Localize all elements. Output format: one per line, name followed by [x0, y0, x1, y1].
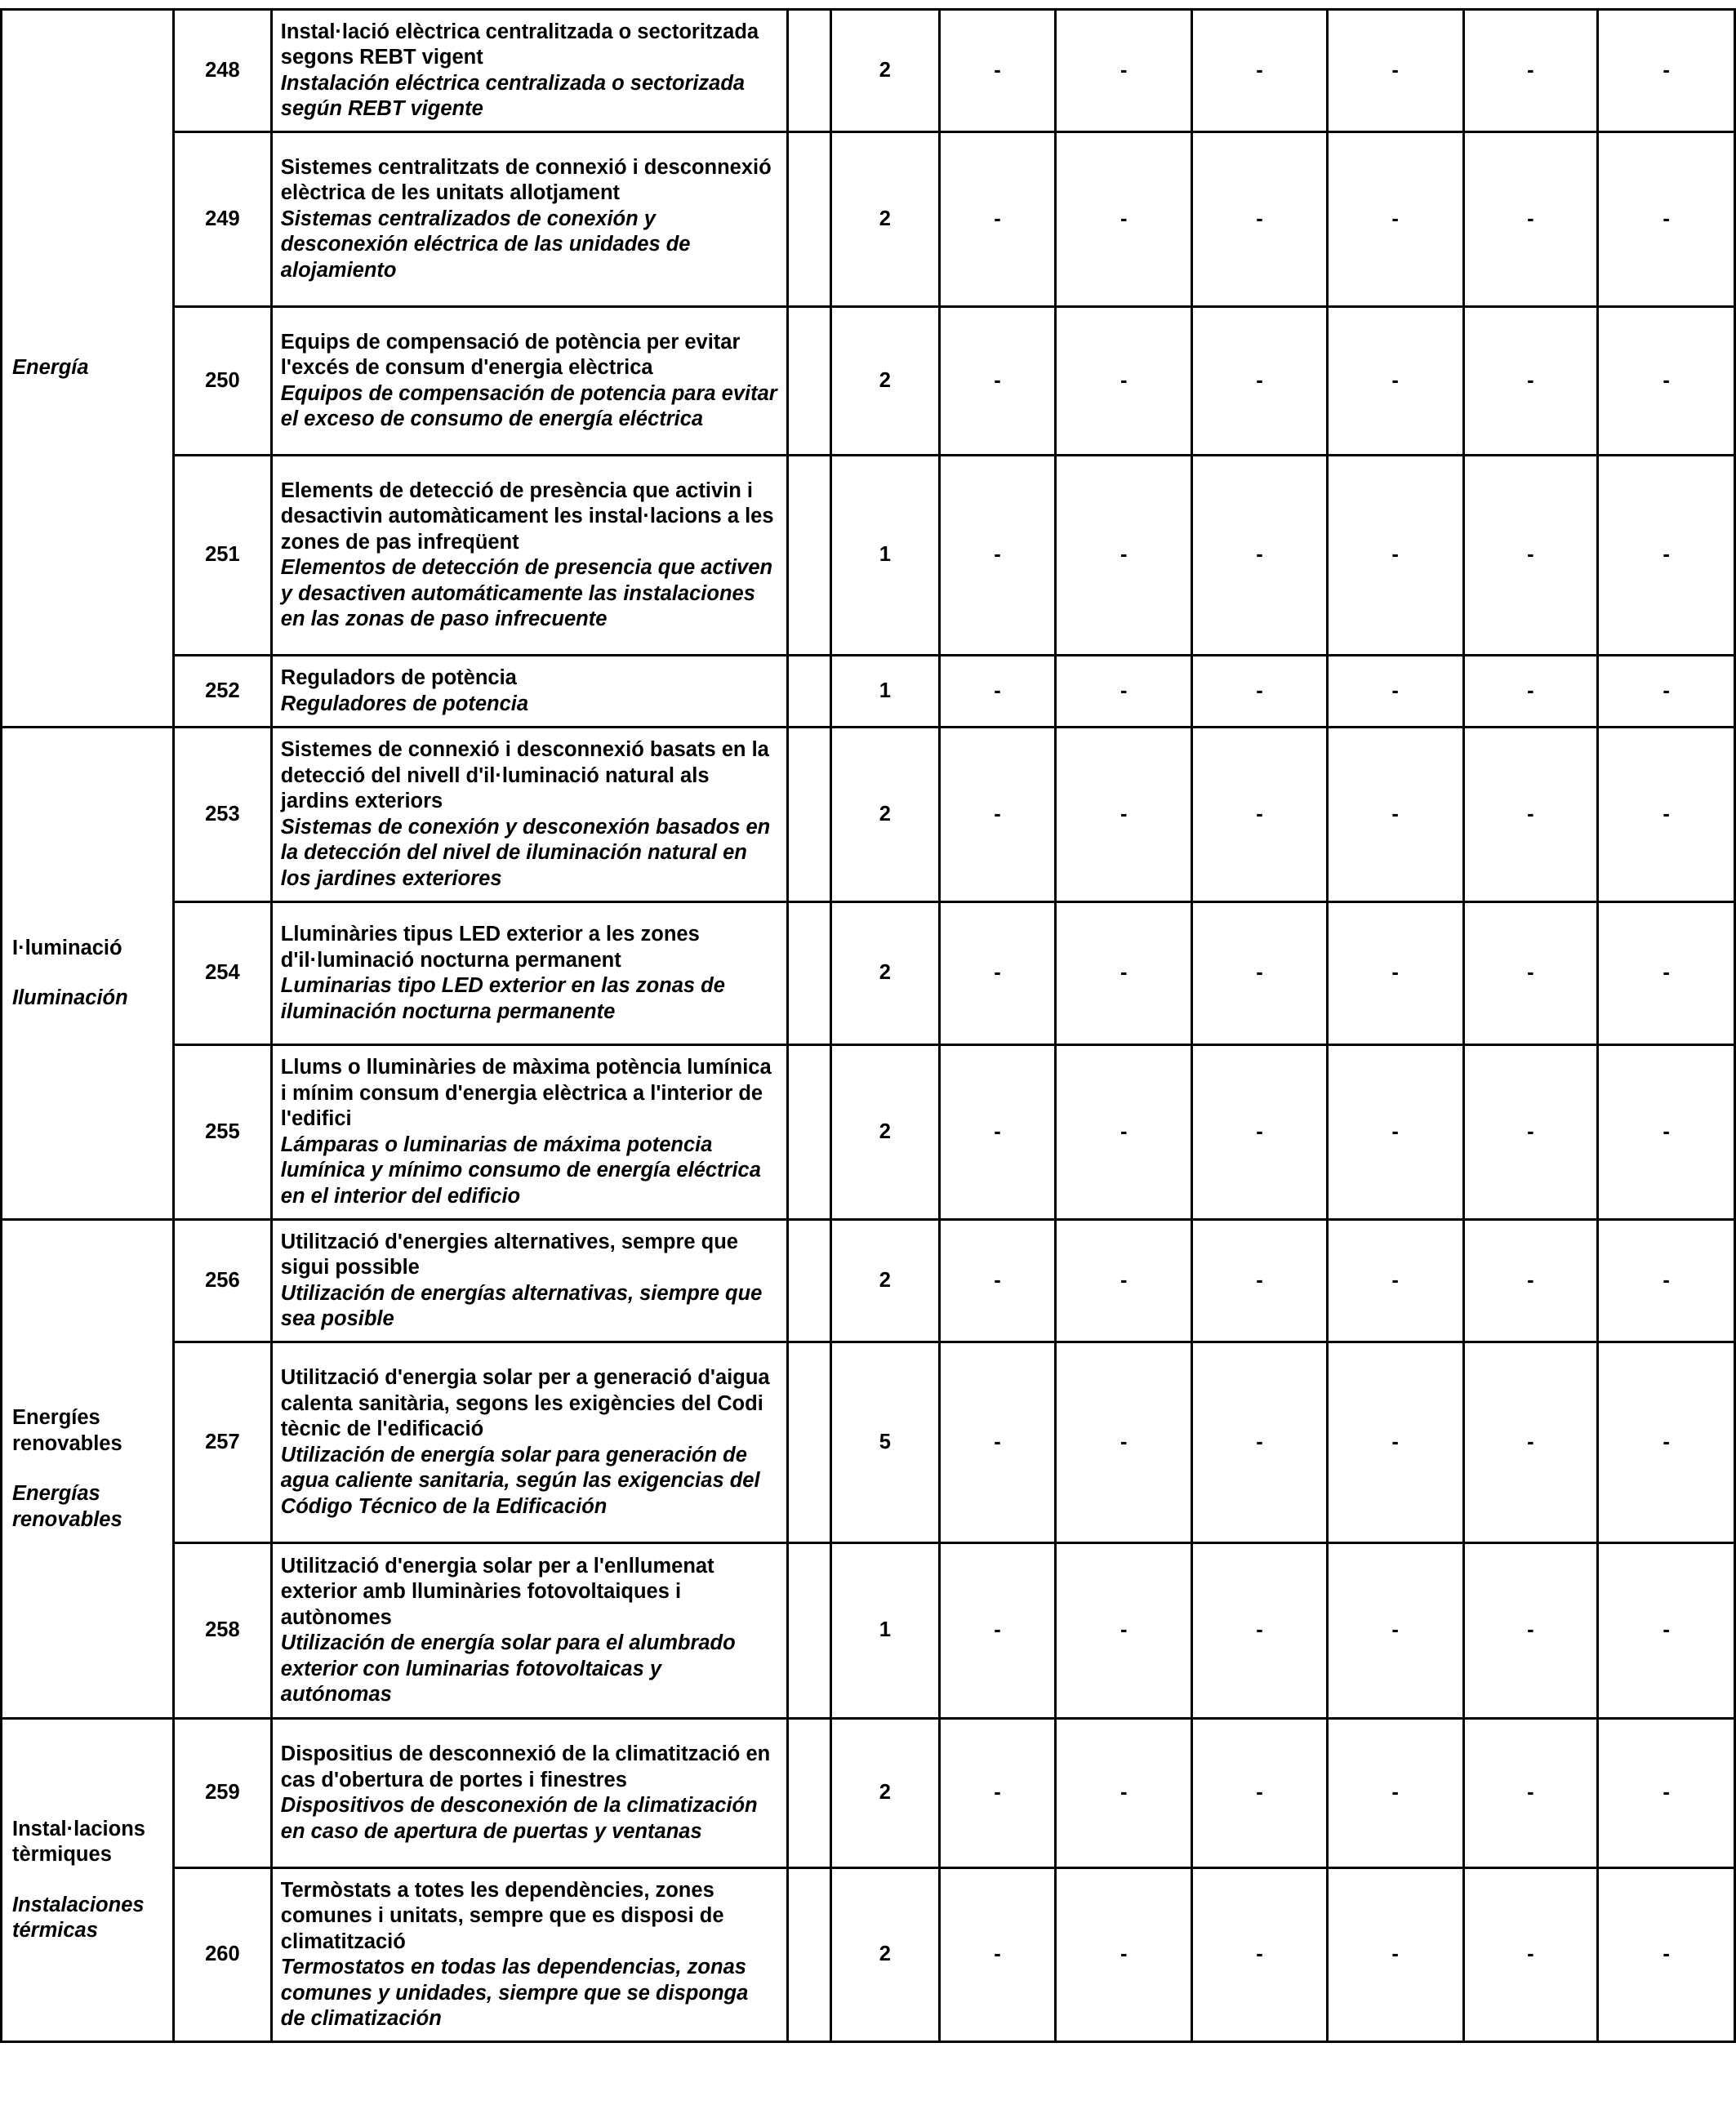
dash-cell: -	[1327, 1719, 1463, 1868]
description-ca: Dispositius de desconnexió de la climatització en cas d'obertura de portes i finestres	[280, 1742, 771, 1791]
description-es: Termostatos en todas las dependencias, zonas comunes y unidades, siempre que se disponga de climatización	[280, 1956, 749, 2030]
table-row	[2, 132, 1735, 307]
dash-cell: -	[939, 1045, 1056, 1220]
description-es: Utilización de energías alternativas, siempre que sea posible	[280, 1281, 763, 1330]
dash-cell: -	[1056, 1220, 1192, 1342]
dash-cell: -	[1463, 1719, 1598, 1868]
dash-cell: -	[1327, 132, 1463, 307]
dash-cell: -	[1463, 1543, 1598, 1719]
empty-cell	[788, 132, 831, 307]
points-value: 1	[830, 456, 939, 656]
empty-cell	[788, 10, 831, 132]
dash-cell: -	[1463, 10, 1598, 132]
dash-cell: -	[1463, 656, 1598, 728]
description-es: Reguladores de potencia	[280, 692, 529, 715]
item-number: 253	[173, 728, 271, 902]
item-number: 258	[173, 1543, 271, 1719]
item-description	[271, 728, 787, 902]
dash-cell: -	[1192, 307, 1328, 456]
item-description	[271, 307, 787, 456]
description-ca: Utilització d'energia solar per a l'enllumenat exterior amb lluminàries fotovoltaiques i autònomes	[280, 1554, 714, 1629]
description-ca: Reguladors de potència	[280, 666, 517, 689]
dash-cell: -	[1327, 1220, 1463, 1342]
item-number: 248	[173, 10, 271, 132]
dash-cell: -	[1327, 307, 1463, 456]
dash-cell: -	[1598, 902, 1735, 1045]
category-cell	[2, 1719, 174, 2042]
description-es: Instalación eléctrica centralizada o sectorizada según REBT vigente	[280, 71, 746, 120]
dash-cell: -	[1192, 902, 1328, 1045]
dash-cell: -	[1327, 1868, 1463, 2042]
description-ca: Sistemes centralitzats de connexió i desconnexió elèctrica de les unitats allotjament	[280, 155, 772, 205]
dash-cell: -	[1598, 1220, 1735, 1342]
dash-cell: -	[1192, 1719, 1328, 1868]
table-row	[2, 456, 1735, 656]
points-value: 2	[830, 1719, 939, 1868]
item-number: 255	[173, 1045, 271, 1220]
empty-cell	[788, 456, 831, 656]
item-number: 249	[173, 132, 271, 307]
dash-cell: -	[939, 456, 1056, 656]
table-row	[2, 1543, 1735, 1719]
dash-cell: -	[1463, 307, 1598, 456]
dash-cell: -	[939, 728, 1056, 902]
dash-cell: -	[1056, 10, 1192, 132]
category-cell	[2, 728, 174, 1220]
table-row	[2, 728, 1735, 902]
item-number: 257	[173, 1342, 271, 1543]
description-ca: Lluminàries tipus LED exterior a les zones d'il·luminació nocturna permanent	[280, 923, 700, 972]
dash-cell: -	[1327, 728, 1463, 902]
dash-cell: -	[939, 1719, 1056, 1868]
category-cell	[2, 10, 174, 728]
dash-cell: -	[1463, 1045, 1598, 1220]
dash-cell: -	[1056, 1868, 1192, 2042]
dash-cell: -	[939, 10, 1056, 132]
category-label-es: Iluminación	[12, 986, 128, 1009]
dash-cell: -	[1192, 728, 1328, 902]
dash-cell: -	[1056, 1045, 1192, 1220]
dash-cell: -	[1327, 1342, 1463, 1543]
points-value: 2	[830, 1868, 939, 2042]
dash-cell: -	[1327, 656, 1463, 728]
dash-cell: -	[1192, 132, 1328, 307]
points-value: 2	[830, 728, 939, 902]
category-label-es: Instalaciones térmicas	[12, 1893, 145, 1942]
dash-cell: -	[1192, 10, 1328, 132]
dash-cell: -	[1327, 456, 1463, 656]
dash-cell: -	[1598, 728, 1735, 902]
points-value: 2	[830, 307, 939, 456]
item-description	[271, 10, 787, 132]
category-spacer	[12, 961, 162, 986]
description-es: Utilización de energía solar para generación de agua caliente sanitaria, según las exigencias del Código Técnico de la Edificación	[280, 1443, 760, 1518]
item-description	[271, 1868, 787, 2042]
description-ca: Instal·lació elèctrica centralitzada o sectoritzada segons REBT vigent	[280, 20, 759, 69]
points-value: 2	[830, 902, 939, 1045]
description-es: Utilización de energía solar para el alumbrado exterior con luminarias fotovoltaicas y autónomas	[280, 1631, 736, 1706]
dash-cell: -	[1056, 1543, 1192, 1719]
dash-cell: -	[939, 1868, 1056, 2042]
empty-cell	[788, 1719, 831, 1868]
dash-cell: -	[1598, 10, 1735, 132]
item-description	[271, 656, 787, 728]
dash-cell: -	[1327, 902, 1463, 1045]
dash-cell: -	[939, 307, 1056, 456]
dash-cell: -	[939, 1220, 1056, 1342]
table-row	[2, 1045, 1735, 1220]
points-value: 2	[830, 1045, 939, 1220]
dash-cell: -	[1598, 1719, 1735, 1868]
description-es: Sistemas centralizados de conexión y desconexión eléctrica de las unidades de alojamiento	[280, 207, 691, 282]
description-ca: Sistemes de connexió i desconnexió basats en la detecció del nivell d'il·luminació natural als jardins exteriors	[280, 738, 769, 812]
dash-cell: -	[939, 902, 1056, 1045]
table-row	[2, 902, 1735, 1045]
dash-cell: -	[1056, 902, 1192, 1045]
description-ca: Elements de detecció de presència que activin i desactivin automàticament les instal·lacions a les zones de pas infreqüent	[280, 478, 774, 554]
item-description	[271, 132, 787, 307]
description-es: Lámparas o luminarias de máxima potencia lumínica y mínimo consumo de energía eléctrica en el interior del edificio	[280, 1133, 761, 1208]
dash-cell: -	[1192, 1045, 1328, 1220]
document-page	[0, 8, 1736, 2043]
dash-cell: -	[1463, 1868, 1598, 2042]
dash-cell: -	[1463, 1220, 1598, 1342]
points-value: 2	[830, 132, 939, 307]
dash-cell: -	[1056, 1342, 1192, 1543]
item-number: 250	[173, 307, 271, 456]
description-ca: Equips de compensació de potència per evitar l'excés de consum d'energia elèctrica	[280, 330, 741, 379]
description-es: Luminarias tipo LED exterior en las zonas de iluminación nocturna permanente	[280, 974, 725, 1023]
dash-cell: -	[1463, 456, 1598, 656]
description-ca: Utilització d'energia solar per a generació d'aigua calenta sanitària, segons les exigències del Codi tècnic de l'edificació	[280, 1366, 770, 1440]
dash-cell: -	[1598, 1543, 1735, 1719]
dash-cell: -	[939, 656, 1056, 728]
dash-cell: -	[1056, 1719, 1192, 1868]
dash-cell: -	[1192, 1342, 1328, 1543]
category-label-es: Energías renovables	[12, 1482, 122, 1531]
points-value: 2	[830, 1220, 939, 1342]
empty-cell	[788, 307, 831, 456]
dash-cell: -	[1327, 1543, 1463, 1719]
dash-cell: -	[1056, 456, 1192, 656]
item-number: 259	[173, 1719, 271, 1868]
description-ca: Termòstats a totes les dependències, zones comunes i unitats, sempre que es disposi de climatització	[280, 1878, 724, 1953]
dash-cell: -	[1056, 307, 1192, 456]
dash-cell: -	[1327, 10, 1463, 132]
item-number: 252	[173, 656, 271, 728]
dash-cell: -	[1598, 1868, 1735, 2042]
item-number: 254	[173, 902, 271, 1045]
description-es: Elementos de detección de presencia que activen y desactiven automáticamente las instalaciones en las zonas de paso infrecuente	[280, 556, 773, 630]
item-number: 251	[173, 456, 271, 656]
empty-cell	[788, 1342, 831, 1543]
points-value: 1	[830, 656, 939, 728]
item-description	[271, 1342, 787, 1543]
dash-cell: -	[1598, 132, 1735, 307]
category-label-es: Energía	[12, 356, 89, 380]
item-description	[271, 1045, 787, 1220]
table-row	[2, 656, 1735, 728]
dash-cell: -	[1192, 1868, 1328, 2042]
item-description	[271, 1543, 787, 1719]
dash-cell: -	[1598, 456, 1735, 656]
table-row	[2, 1868, 1735, 2042]
description-es: Dispositivos de desconexión de la climatización en caso de apertura de puertas y ventanas	[280, 1794, 758, 1843]
item-description	[271, 902, 787, 1045]
dash-cell: -	[1463, 728, 1598, 902]
points-value: 5	[830, 1342, 939, 1543]
empty-cell	[788, 1045, 831, 1220]
dash-cell: -	[1056, 132, 1192, 307]
dash-cell: -	[1192, 1220, 1328, 1342]
dash-cell: -	[1598, 656, 1735, 728]
empty-cell	[788, 1543, 831, 1719]
category-cell	[2, 1220, 174, 1719]
dash-cell: -	[939, 1543, 1056, 1719]
dash-cell: -	[1192, 656, 1328, 728]
table-row	[2, 10, 1735, 132]
empty-cell	[788, 902, 831, 1045]
dash-cell: -	[1598, 1045, 1735, 1220]
description-ca: Utilització d'energies alternatives, sempre que sigui possible	[280, 1230, 738, 1279]
dash-cell: -	[939, 1342, 1056, 1543]
table-row	[2, 307, 1735, 456]
dash-cell: -	[1056, 656, 1192, 728]
dash-cell: -	[939, 132, 1056, 307]
dash-cell: -	[1192, 1543, 1328, 1719]
table-row	[2, 1719, 1735, 1868]
category-label-ca: Energíes renovables	[12, 1406, 122, 1455]
item-description	[271, 456, 787, 656]
category-spacer	[12, 1868, 162, 1893]
dash-cell: -	[1463, 1342, 1598, 1543]
dash-cell: -	[1463, 902, 1598, 1045]
dash-cell: -	[1598, 1342, 1735, 1543]
dash-cell: -	[1056, 728, 1192, 902]
table-row	[2, 1342, 1735, 1543]
criteria-table	[0, 8, 1736, 2043]
item-number: 260	[173, 1868, 271, 2042]
item-description	[271, 1220, 787, 1342]
dash-cell: -	[1327, 1045, 1463, 1220]
points-value: 2	[830, 10, 939, 132]
dash-cell: -	[1192, 456, 1328, 656]
category-label-ca: I·luminació	[12, 936, 122, 959]
dash-cell: -	[1598, 307, 1735, 456]
category-label-ca: Instal·lacions tèrmiques	[12, 1817, 145, 1866]
dash-cell: -	[1463, 132, 1598, 307]
category-spacer	[12, 1457, 162, 1481]
empty-cell	[788, 1868, 831, 2042]
item-number: 256	[173, 1220, 271, 1342]
empty-cell	[788, 1220, 831, 1342]
item-description	[271, 1719, 787, 1868]
description-es: Sistemas de conexión y desconexión basados en la detección del nivel de iluminación natural en los jardines exteriores	[280, 815, 771, 890]
empty-cell	[788, 728, 831, 902]
description-es: Equipos de compensación de potencia para evitar el exceso de consumo de energía eléctrica	[280, 381, 777, 430]
table-row	[2, 1220, 1735, 1342]
description-ca: Llums o lluminàries de màxima potència lumínica i mínim consum d'energia elèctrica a l'interior de l'edifici	[280, 1056, 772, 1130]
empty-cell	[788, 656, 831, 728]
points-value: 1	[830, 1543, 939, 1719]
